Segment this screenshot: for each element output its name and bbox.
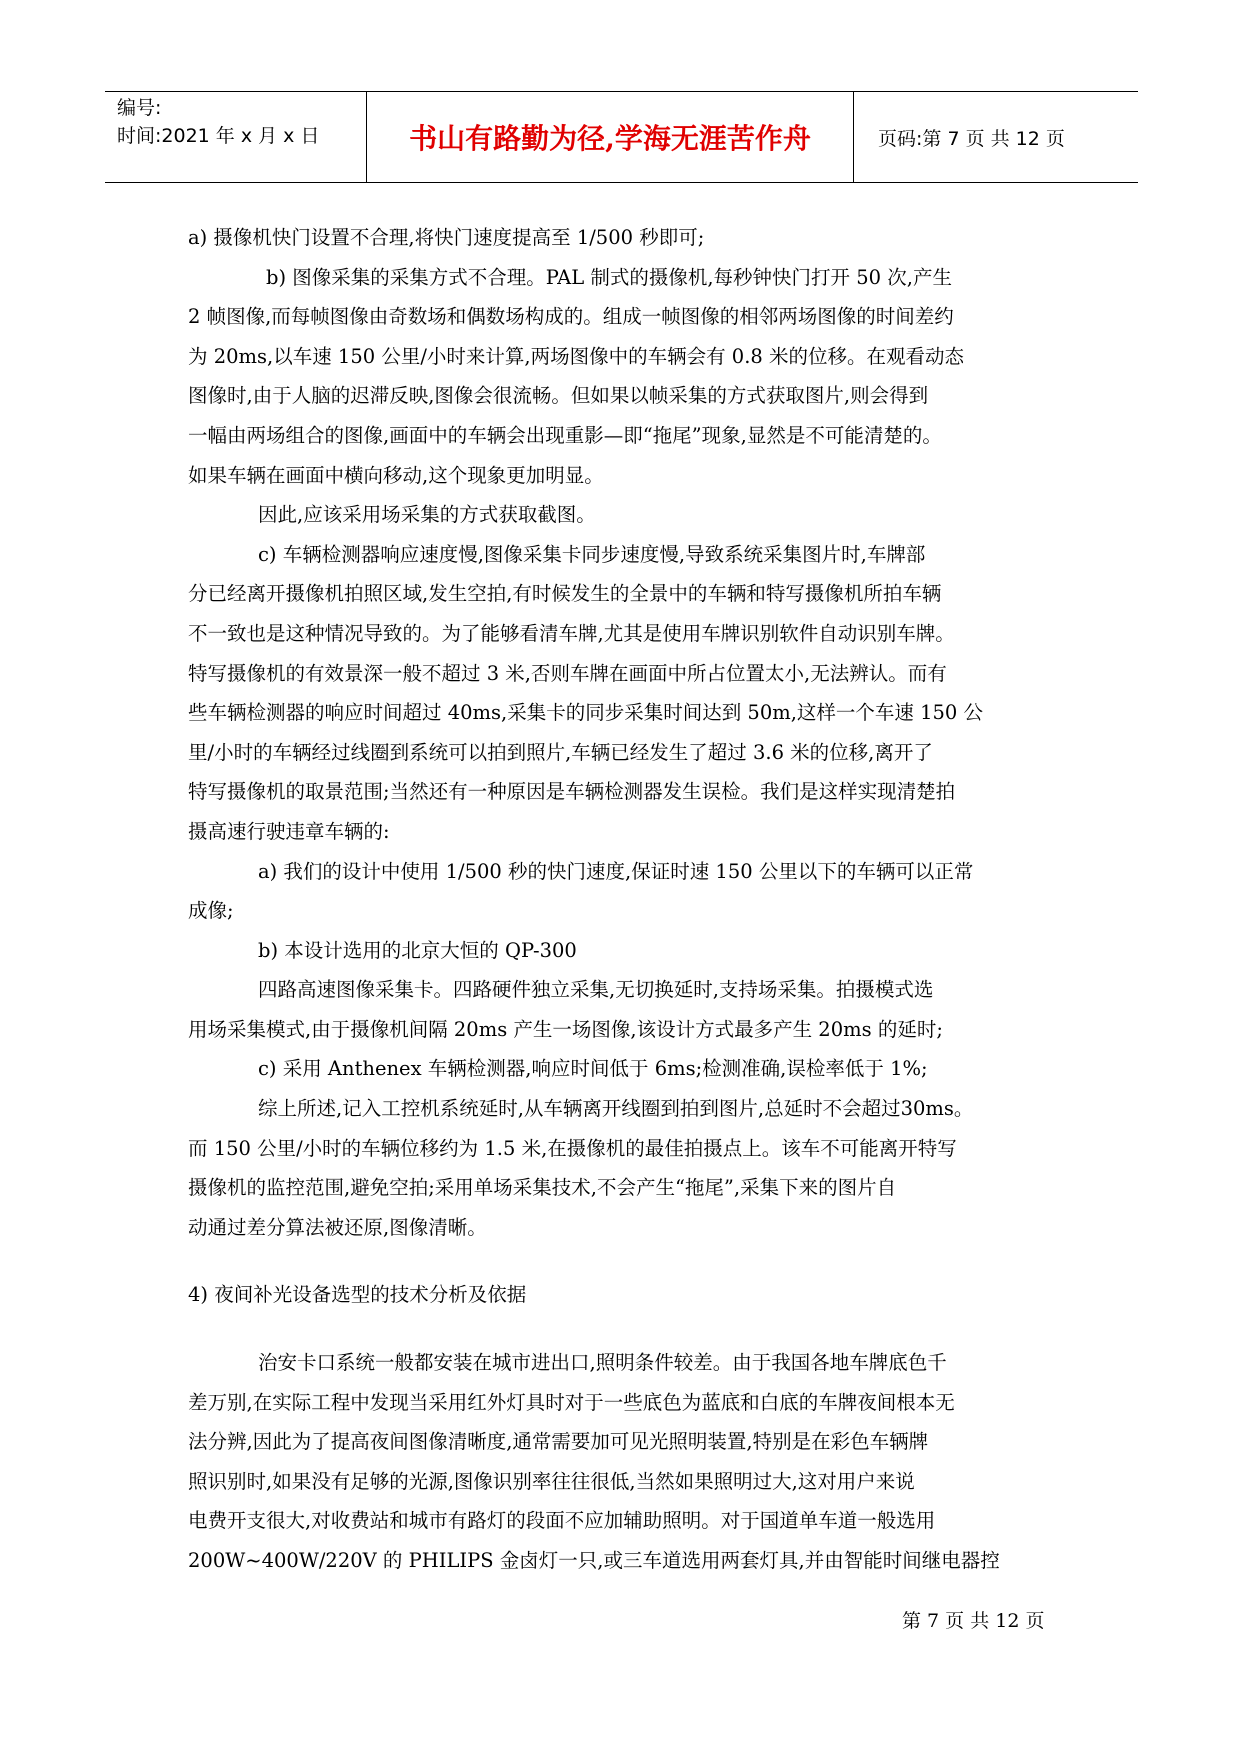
body-line: a) 我们的设计中使用 1/500 秒的快门速度,保证时速 150 公里以下的车辆可以正常 [258, 859, 974, 883]
body-line: 四路高速图像采集卡。四路硬件独立采集,无切换延时,支持场采集。拍摄模式选 [258, 978, 934, 1002]
body-line: 如果车辆在画面中横向移动,这个现象更加明显。 [188, 463, 604, 487]
body-line: 差万别,在实际工程中发现当采用红外灯具时对于一些底色为蓝底和白底的车牌夜间根本无 [188, 1390, 955, 1414]
body-line: 特写摄像机的有效景深一般不超过 3 米,否则车牌在画面中所占位置太小,无法辨认。而有 [188, 661, 947, 685]
header-meta [105, 92, 367, 182]
paragraph-gap [188, 1247, 1058, 1275]
body-line: 而 150 公里/小时的车辆位移约为 1.5 米,在摄像机的最佳拍摄点上。该车不可能离开特写 [188, 1136, 957, 1160]
body-line: 治安卡口系统一般都安装在城市进出口,照明条件较差。由于我国各地车牌底色千 [258, 1351, 947, 1375]
paragraph-gap [188, 1315, 1058, 1343]
body-line: 分已经离开摄像机拍照区域,发生空拍,有时候发生的全景中的车辆和特写摄像机所拍车辆 [188, 582, 942, 606]
header-page-cell [854, 92, 1138, 182]
body-line: c) 采用 Anthenex 车辆检测器,响应时间低于 6ms;检测准确,误检率低于 1%; [258, 1057, 928, 1081]
body-line: 里/小时的车辆经过线圈到系统可以拍到照片,车辆已经发生了超过 3.6 米的位移,离开了 [188, 740, 933, 764]
body-line: 法分辨,因此为了提高夜间图像清晰度,通常需要加可见光照明装置,特别是在彩色车辆牌 [188, 1430, 929, 1454]
body-line: a) 摄像机快门设置不合理,将快门速度提高至 1/500 秒即可; [188, 226, 705, 249]
page-footer: 第 7 页 共 12 页 [902, 1610, 1045, 1632]
section-heading: 4) 夜间补光设备选型的技术分析及依据 [188, 1283, 527, 1307]
body-line: 一幅由两场组合的图像,画面中的车辆会出现重影—即“拖尾”现象,显然是不可能清楚的。 [188, 423, 942, 447]
body-line: c) 车辆检测器响应速度慢,图像采集卡同步速度慢,导致系统采集图片时,车牌部 [258, 542, 926, 566]
body-line: 不一致也是这种情况导致的。为了能够看清车牌,尤其是使用车牌识别软件自动识别车牌。 [188, 621, 955, 645]
body-line: 摄高速行驶违章车辆的: [188, 819, 390, 843]
body-line: b) 本设计选用的北京大恒的 QP-300 [258, 938, 577, 962]
body-line: 因此,应该采用场采集的方式获取截图。 [258, 503, 596, 527]
document-time-label: 时间:2021 年 x 月 x 日 [117, 125, 320, 147]
body-line: 为 20ms,以车速 150 公里/小时来计算,两场图像中的车辆会有 0.8 米的位移。在观看动态 [188, 344, 965, 368]
body-line: 成像; [188, 899, 234, 923]
body-line: 照识别时,如果没有足够的光源,图像识别率往往很低,当然如果照明过大,这对用户来说 [188, 1469, 915, 1493]
body-line: 些车辆检测器的响应时间超过 40ms,采集卡的同步采集时间达到 50m,这样一个车速 150 公 [188, 701, 984, 725]
body-line: 200W~400W/220V 的 PHILIPS 金卤灯一只,或三车道选用两套灯具,并由智能时间继电器控 [188, 1549, 1000, 1572]
page-header [105, 91, 1138, 183]
header-motto-cell [367, 92, 854, 182]
body-line: 用场采集模式,由于摄像机间隔 20ms 产生一场图像,该设计方式最多产生 20ms 的延时; [188, 1017, 943, 1041]
header-motto: 书山有路勤为径,学海无涯苦作舟 [409, 122, 811, 155]
body-line: b) 图像采集的采集方式不合理。PAL 制式的摄像机,每秒钟快门打开 50 次,产生 [266, 265, 952, 289]
body-line: 电费开支很大,对收费站和城市有路灯的段面不应加辅助照明。对于国道单车道一般选用 [188, 1509, 936, 1533]
body-line: 动通过差分算法被还原,图像清晰。 [188, 1215, 487, 1239]
body-line: 特写摄像机的取景范围;当然还有一种原因是车辆检测器发生误检。我们是这样实现清楚拍 [188, 780, 956, 804]
header-page-info: 页码:第 7 页 共 12 页 [878, 127, 1065, 150]
body-line: 图像时,由于人脑的迟滞反映,图像会很流畅。但如果以帧采集的方式获取图片,则会得到 [188, 384, 929, 408]
body-line: 综上所述,记入工控机系统延时,从车辆离开线圈到拍到图片,总延时不会超过30ms。 [258, 1097, 974, 1121]
document-number-label: 编号: [117, 97, 162, 119]
body-line: 摄像机的监控范围,避免空拍;采用单场采集技术,不会产生“拖尾”,采集下来的图片自 [188, 1176, 897, 1200]
document-body [188, 218, 1058, 1581]
body-line: 2 帧图像,而每帧图像由奇数场和偶数场构成的。组成一帧图像的相邻两场图像的时间差约 [188, 305, 954, 329]
